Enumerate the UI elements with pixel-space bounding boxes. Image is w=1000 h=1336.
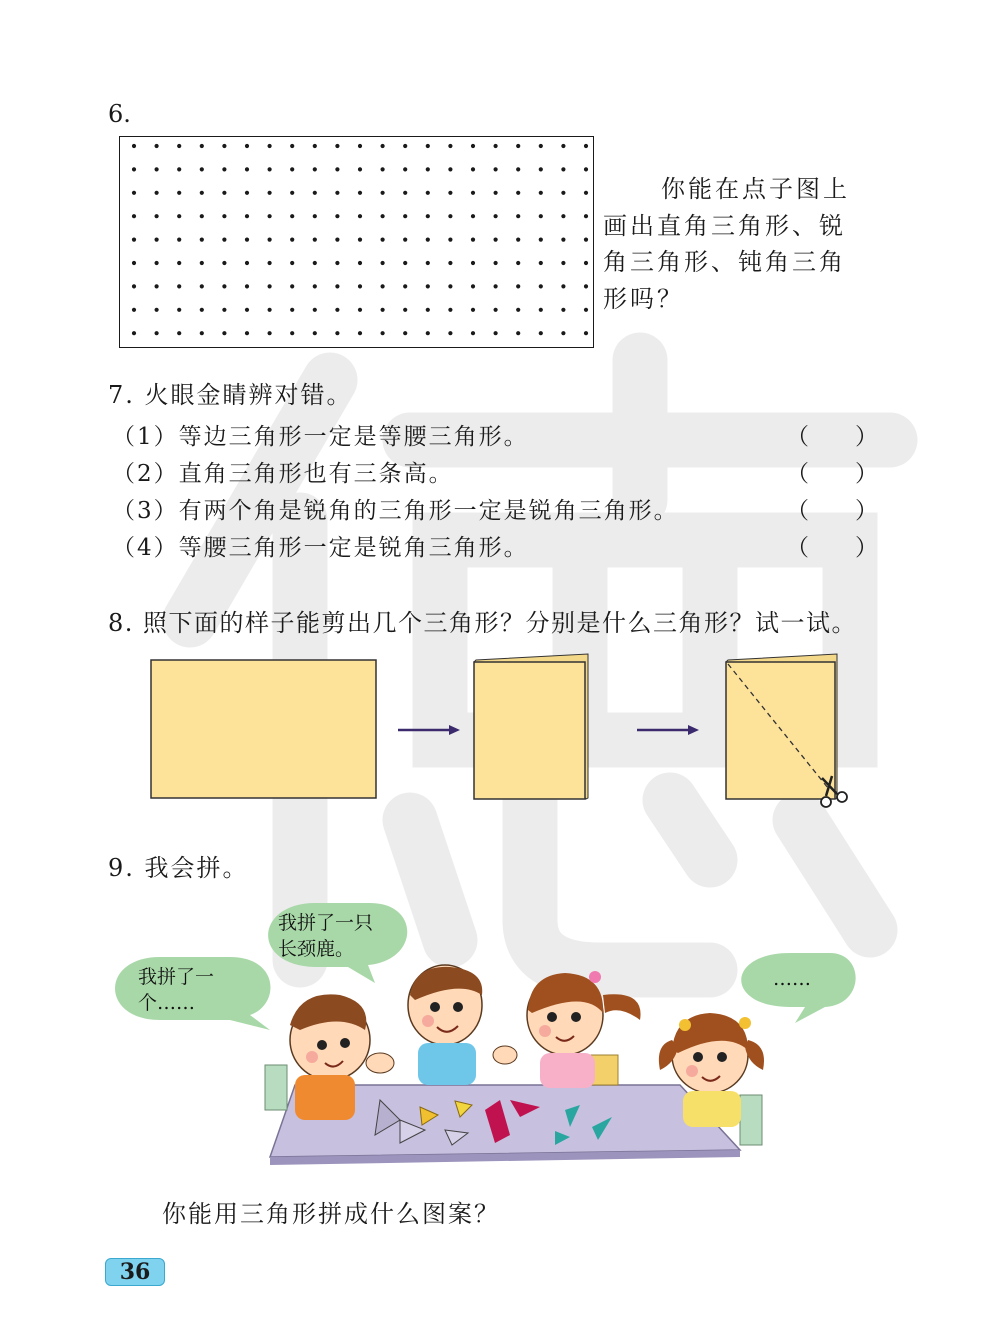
grid-dot xyxy=(132,284,136,288)
grid-dot xyxy=(584,214,588,218)
grid-dot xyxy=(335,144,339,148)
grid-dot xyxy=(584,284,588,288)
grid-dot xyxy=(245,331,249,335)
grid-dot xyxy=(313,331,317,335)
grid-dot xyxy=(155,261,159,265)
grid-dot xyxy=(245,144,249,148)
grid-dot xyxy=(313,284,317,288)
grid-dot xyxy=(335,331,339,335)
grid-dot xyxy=(200,331,204,335)
grid-dot xyxy=(448,261,452,265)
grid-dot xyxy=(584,191,588,195)
grid-dot xyxy=(177,214,181,218)
children-illustration xyxy=(100,895,880,1185)
grid-dot xyxy=(132,144,136,148)
prompt-line: 形吗？ xyxy=(603,284,684,313)
grid-dot xyxy=(155,167,159,171)
grid-dot xyxy=(335,167,339,171)
grid-dot xyxy=(561,261,565,265)
grid-dot xyxy=(313,214,317,218)
grid-dot xyxy=(335,191,339,195)
grid-dot xyxy=(222,238,226,242)
page-number: 36 xyxy=(105,1258,165,1286)
grid-dot xyxy=(471,261,475,265)
grid-dot xyxy=(494,308,498,312)
grid-dot xyxy=(403,284,407,288)
grid-dot xyxy=(245,308,249,312)
grid-dot xyxy=(132,167,136,171)
grid-dot xyxy=(222,308,226,312)
grid-dot xyxy=(358,308,362,312)
arrow-2-head xyxy=(688,725,699,735)
grid-dot xyxy=(290,144,294,148)
grid-dot xyxy=(200,308,204,312)
grid-dot xyxy=(313,238,317,242)
child-center-girl xyxy=(527,971,641,1088)
grid-dot xyxy=(268,238,272,242)
grid-dot xyxy=(313,308,317,312)
grid-dot xyxy=(494,331,498,335)
grid-dot xyxy=(155,284,159,288)
grid-dot xyxy=(426,331,430,335)
answer-blank-1[interactable]: （ ） xyxy=(786,424,878,450)
grid-dot xyxy=(245,214,249,218)
grid-dot xyxy=(539,331,543,335)
grid-dot xyxy=(177,238,181,242)
grid-dot xyxy=(200,284,204,288)
grid-dot xyxy=(200,238,204,242)
grid-dot xyxy=(200,191,204,195)
grid-dot xyxy=(471,308,475,312)
judge-item-1: （1）等边三角形一定是等腰三角形。 xyxy=(112,424,529,450)
grid-dot xyxy=(426,144,430,148)
grid-dot xyxy=(539,284,543,288)
grid-dot xyxy=(403,191,407,195)
grid-dot xyxy=(132,331,136,335)
grid-dot xyxy=(245,167,249,171)
grid-dot xyxy=(403,308,407,312)
grid-dot xyxy=(358,261,362,265)
grid-dot xyxy=(132,191,136,195)
grid-dot xyxy=(245,261,249,265)
grid-dot xyxy=(381,238,385,242)
question-8-title: 8. 照下面的样子能剪出几个三角形？分别是什么三角形？试一试。 xyxy=(108,609,858,637)
grid-dot xyxy=(539,214,543,218)
grid-dot xyxy=(335,214,339,218)
grid-dot xyxy=(268,167,272,171)
grid-dot xyxy=(584,261,588,265)
grid-dot xyxy=(448,331,452,335)
grid-dot xyxy=(584,238,588,242)
grid-dot xyxy=(381,308,385,312)
grid-dot xyxy=(561,331,565,335)
grid-dot xyxy=(381,261,385,265)
grid-dot xyxy=(403,238,407,242)
grid-dot xyxy=(313,167,317,171)
grid-dot xyxy=(471,284,475,288)
grid-dot xyxy=(335,308,339,312)
grid-dot xyxy=(132,308,136,312)
grid-dot xyxy=(448,238,452,242)
dot-grid[interactable] xyxy=(119,136,594,348)
grid-dot xyxy=(448,214,452,218)
judge-item-3: （3）有两个角是锐角的三角形一定是锐角三角形。 xyxy=(112,498,679,524)
grid-dot xyxy=(222,214,226,218)
grid-dot xyxy=(516,167,520,171)
grid-dot xyxy=(448,167,452,171)
grid-dot xyxy=(516,238,520,242)
question-6-prompt xyxy=(603,171,893,317)
grid-dot xyxy=(426,167,430,171)
grid-dot xyxy=(403,144,407,148)
grid-dot xyxy=(494,167,498,171)
grid-dot xyxy=(290,284,294,288)
grid-dot xyxy=(539,308,543,312)
grid-dot xyxy=(290,167,294,171)
grid-dot xyxy=(200,144,204,148)
grid-dot xyxy=(516,261,520,265)
grid-dot xyxy=(313,191,317,195)
grid-dot xyxy=(268,214,272,218)
grid-dot xyxy=(403,331,407,335)
grid-dot xyxy=(132,261,136,265)
grid-dot xyxy=(403,167,407,171)
paper-sheet xyxy=(151,660,376,798)
grid-dot xyxy=(222,144,226,148)
grid-dot xyxy=(381,214,385,218)
grid-dot xyxy=(561,308,565,312)
bubble-line: 我拼了一只 xyxy=(278,912,374,934)
grid-dot xyxy=(358,214,362,218)
bubble-line: 长颈鹿。 xyxy=(278,938,355,960)
grid-dot xyxy=(155,308,159,312)
grid-dot xyxy=(561,167,565,171)
grid-dot xyxy=(335,238,339,242)
question-7-title: 7. 火眼金睛辨对错。 xyxy=(108,381,353,409)
grid-dot xyxy=(471,191,475,195)
grid-dot xyxy=(381,331,385,335)
grid-dot xyxy=(494,191,498,195)
paper-folding-diagram xyxy=(140,650,870,820)
grid-dot xyxy=(584,167,588,171)
folded-paper xyxy=(474,662,585,799)
grid-dot xyxy=(426,238,430,242)
grid-dot xyxy=(222,261,226,265)
question-9-prompt: 你能用三角形拼成什么图案？ xyxy=(162,1200,500,1228)
grid-dot xyxy=(358,144,362,148)
question-9-title: 9. 我会拼。 xyxy=(108,854,249,882)
grid-dot xyxy=(268,191,272,195)
bubble-text-left xyxy=(138,964,214,1016)
grid-dot xyxy=(516,214,520,218)
grid-dot xyxy=(358,191,362,195)
grid-dot xyxy=(426,308,430,312)
grid-dot xyxy=(584,308,588,312)
judge-item-2: （2）直角三角形也有三条高。 xyxy=(112,461,454,487)
grid-dot xyxy=(200,261,204,265)
grid-dot xyxy=(426,191,430,195)
question-6-number: 6. xyxy=(108,100,131,128)
child-center-boy xyxy=(408,965,517,1085)
grid-dot xyxy=(290,308,294,312)
grid-dot xyxy=(222,167,226,171)
grid-dot xyxy=(358,238,362,242)
prompt-line: 角三角形、钝角三角 xyxy=(603,248,846,276)
bubble-line: 我拼了一 xyxy=(138,966,215,988)
grid-dot xyxy=(516,144,520,148)
bubble-text-giraffe xyxy=(278,910,373,962)
chair xyxy=(740,1095,762,1145)
grid-dot xyxy=(561,214,565,218)
grid-dot xyxy=(177,167,181,171)
grid-dot xyxy=(561,238,565,242)
grid-dot xyxy=(222,191,226,195)
grid-dot xyxy=(516,331,520,335)
answer-blank-4[interactable]: （ ） xyxy=(786,535,878,561)
grid-dot xyxy=(358,284,362,288)
grid-dot xyxy=(290,214,294,218)
grid-dot xyxy=(561,191,565,195)
grid-dot xyxy=(245,191,249,195)
grid-dot xyxy=(245,238,249,242)
grid-dot xyxy=(516,308,520,312)
grid-dot xyxy=(290,238,294,242)
grid-dot xyxy=(426,214,430,218)
grid-dot xyxy=(471,331,475,335)
chair xyxy=(265,1065,287,1110)
grid-dot xyxy=(132,238,136,242)
grid-dot xyxy=(358,167,362,171)
grid-dot xyxy=(155,331,159,335)
grid-dot xyxy=(494,261,498,265)
grid-dot xyxy=(268,308,272,312)
grid-dot xyxy=(448,144,452,148)
arrow-1-head xyxy=(449,725,460,735)
grid-dot xyxy=(539,238,543,242)
grid-dot xyxy=(268,261,272,265)
grid-dot xyxy=(448,284,452,288)
dot-grid-canvas xyxy=(120,137,595,349)
grid-dot xyxy=(177,308,181,312)
grid-dot xyxy=(471,238,475,242)
grid-dot xyxy=(561,284,565,288)
grid-dot xyxy=(177,191,181,195)
grid-dot xyxy=(268,144,272,148)
grid-dot xyxy=(155,214,159,218)
grid-dot xyxy=(448,308,452,312)
grid-dot xyxy=(290,191,294,195)
grid-dot xyxy=(290,331,294,335)
grid-dot xyxy=(132,214,136,218)
grid-dot xyxy=(222,284,226,288)
grid-dot xyxy=(494,284,498,288)
judge-item-4: （4）等腰三角形一定是锐角三角形。 xyxy=(112,535,529,561)
grid-dot xyxy=(200,167,204,171)
grid-dot xyxy=(381,144,385,148)
grid-dot xyxy=(494,238,498,242)
grid-dot xyxy=(358,331,362,335)
grid-dot xyxy=(381,284,385,288)
grid-dot xyxy=(403,214,407,218)
grid-dot xyxy=(222,331,226,335)
grid-dot xyxy=(584,331,588,335)
grid-dot xyxy=(471,144,475,148)
grid-dot xyxy=(381,167,385,171)
grid-dot xyxy=(584,144,588,148)
grid-dot xyxy=(155,238,159,242)
grid-dot xyxy=(177,261,181,265)
answer-blank-2[interactable]: （ ） xyxy=(786,461,878,487)
answer-blank-3[interactable]: （ ） xyxy=(786,498,878,524)
grid-dot xyxy=(539,191,543,195)
grid-dot xyxy=(539,144,543,148)
grid-dot xyxy=(335,284,339,288)
grid-dot xyxy=(268,284,272,288)
grid-dot xyxy=(539,167,543,171)
grid-dot xyxy=(335,261,339,265)
grid-dot xyxy=(200,214,204,218)
grid-dot xyxy=(426,284,430,288)
grid-dot xyxy=(403,261,407,265)
bubble-line: …… xyxy=(773,968,811,990)
grid-dot xyxy=(313,144,317,148)
grid-dot xyxy=(448,191,452,195)
bubble-line: 个…… xyxy=(138,992,196,1014)
grid-dot xyxy=(381,191,385,195)
grid-dot xyxy=(494,214,498,218)
grid-dot xyxy=(290,261,294,265)
grid-dot xyxy=(245,284,249,288)
grid-dot xyxy=(155,191,159,195)
prompt-line: 画出直角三角形、锐 xyxy=(603,211,846,240)
grid-dot xyxy=(471,167,475,171)
grid-dot xyxy=(268,331,272,335)
grid-dot xyxy=(516,284,520,288)
grid-dot xyxy=(494,144,498,148)
grid-dot xyxy=(155,144,159,148)
grid-dot xyxy=(516,191,520,195)
prompt-line: 你能在点子图上 xyxy=(661,175,850,203)
cut-paper xyxy=(726,662,835,799)
grid-dot xyxy=(177,331,181,335)
grid-dot xyxy=(177,284,181,288)
grid-dot xyxy=(426,261,430,265)
grid-dot xyxy=(539,261,543,265)
grid-dot xyxy=(561,144,565,148)
grid-dot xyxy=(177,144,181,148)
bubble-text-right xyxy=(773,966,811,992)
grid-dot xyxy=(313,261,317,265)
grid-dot xyxy=(471,214,475,218)
